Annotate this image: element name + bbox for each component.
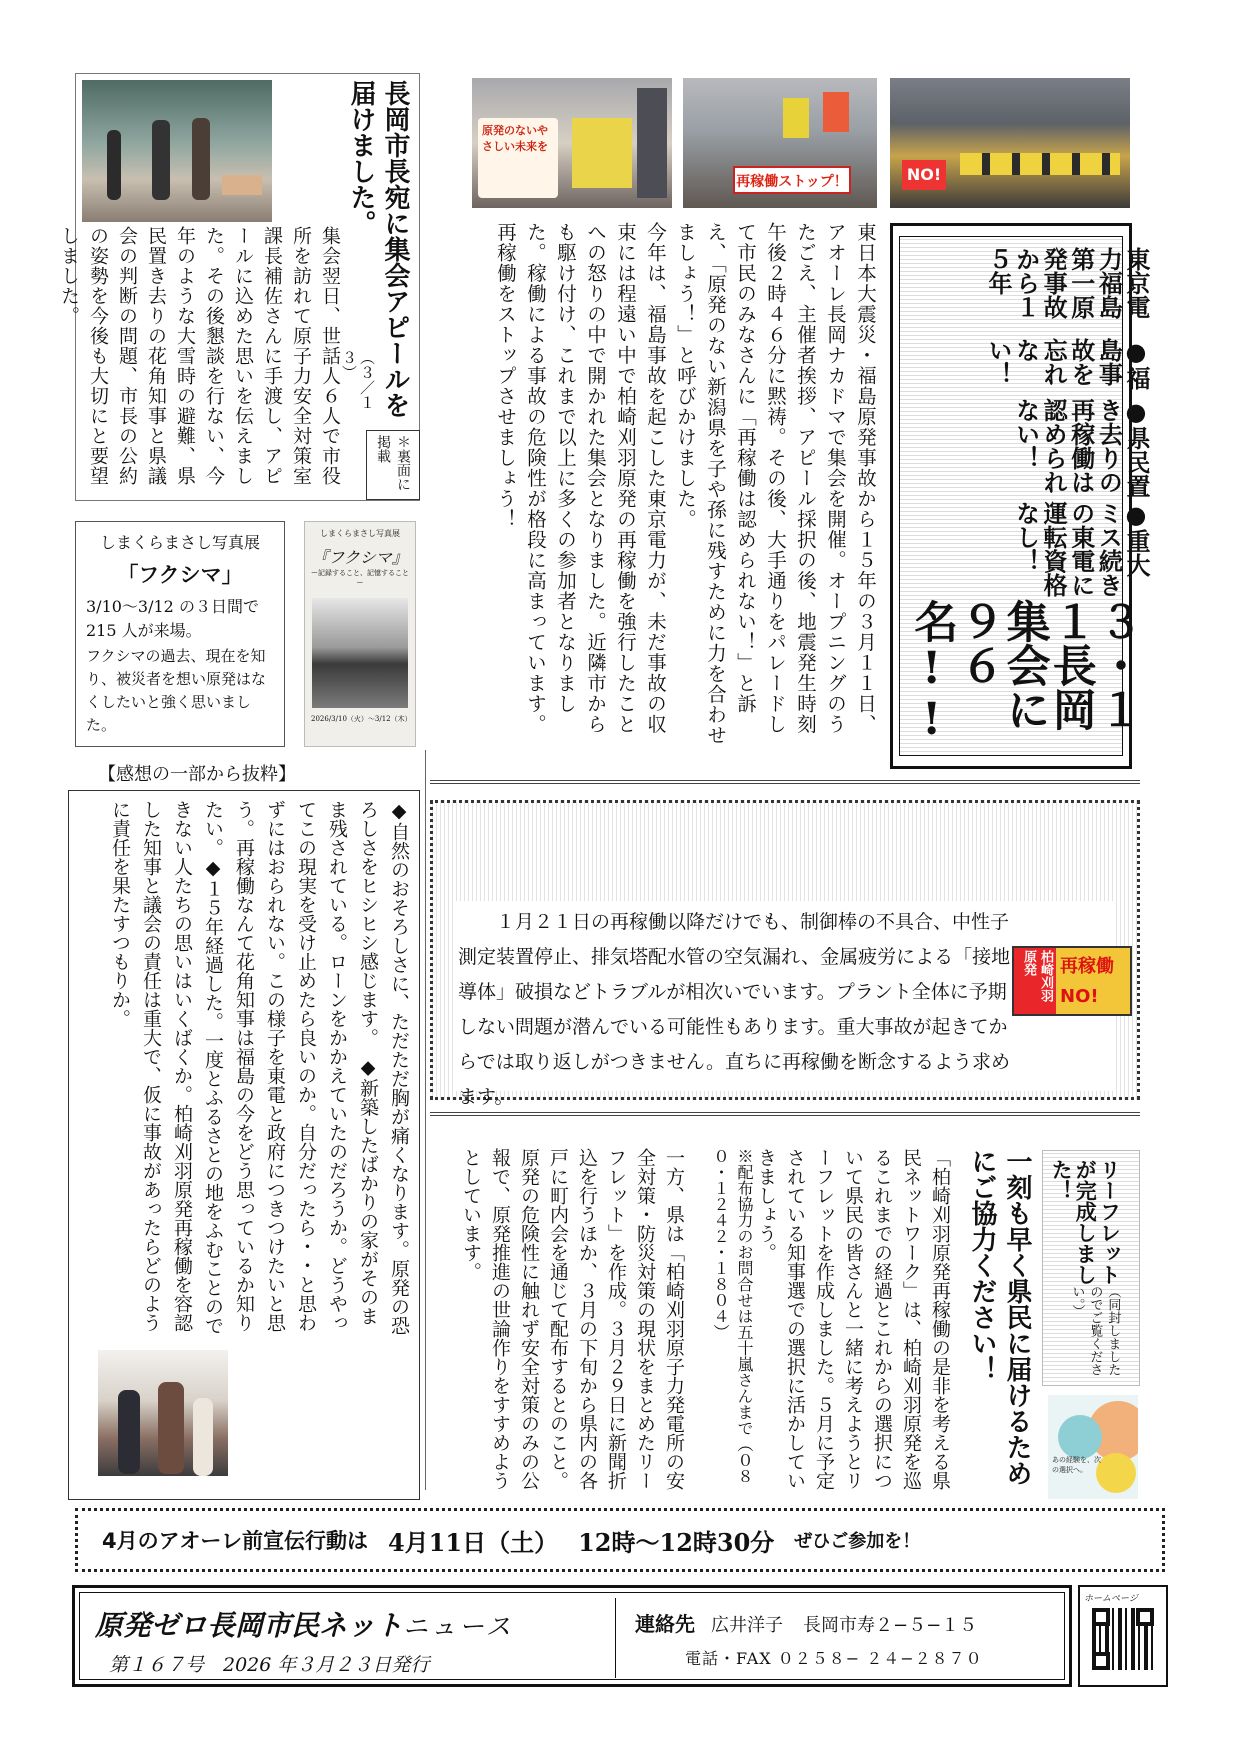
homepage-qr-box[interactable]: [1078, 1585, 1168, 1687]
leaflet-body2: 一方、県は「柏崎刈羽原子力発電所の安全対策・防災対策の現状をまとめたリーフレット」を作成。３月２９日に新聞折込を行うほか、３月の下旬から県内の各戸に町内会を通じて配布するとのこと。原発の危険性に触れず安全対策のみの公報で、原発推進の世論作りをすすめようとしています。: [460, 1148, 685, 1490]
main-article-para1-text: 東日本大震災・福島原発事故から１５年の３月１１日、アオーレ長岡ナカドマで集会を開催。オープニングのうたごえ、主催者挨拶、アピール採択の後、地震発生時刻午後２時４６分に黙祷。その後、大手通りをパレードして市民のみなさんに「再稼働は認められない！」と訴え、「原発のない新潟県を子や孫に残すために力を合わせましょう！」と呼びかけました。: [674, 222, 877, 746]
demo-sign-1: 原発のないやさしい未来を: [478, 118, 558, 198]
demo-photo-1: [472, 78, 672, 208]
leaflet-headline: 一刻も早く県民に届けるためにご協力ください！: [967, 1148, 1032, 1486]
trouble-body: １月２１日の再稼働以降だけでも、制御棒の不具合、中性子測定装置停止、排気塔配水管の空気漏れ、金属疲労による「接地導体」破損などトラブルが相次いでいます。プラント全体に予期しない問題が潜んでいる可能性もあります。重大事故が起きてからでは取り返しがつきません。直ちに再稼働を断念するよう求めます。: [458, 911, 1011, 1108]
rule-top: [430, 780, 1140, 784]
impressions-body: ◆自然のおそろしさに、ただただ胸が痛くなります。原発の恐ろしさをヒシヒシ感じます。 ◆新築したばかりの家がそのまま残されている。ローンをかかえていたのだろうか。どうやってこの現実を受け止めたら良いのか。自分だったら・・と思わずにはおられない。この様子を東電と政府につきつけたいと思う。再稼働なんて花角知事は福島の今をどう思っているか知りたい。◆１５年経過した。一度とふるさとの地をふむことのできない人たちの思いはいくばくか。柏崎刈羽原発再稼働を容認した知事と議会の責任は重大で、仮に事故があったらどのように責任を果たすつもりか。: [109, 800, 410, 1335]
demo-photo-2: [683, 78, 877, 208]
main-article-para1: [668, 222, 880, 752]
headline-line2: ●福島事故を忘れない！: [983, 338, 1150, 391]
footer-contact-name: 広井洋子: [711, 1615, 783, 1636]
trouble-sign-right: 再稼働NO!: [1060, 956, 1114, 1007]
footer-title-row: [95, 1604, 514, 1644]
leaflet-cover-text: あの経験を、次の選択へ。: [1052, 1456, 1101, 1474]
headline-line1: 東京電力福島第一原発事故から１５年: [983, 247, 1150, 319]
photo-exhibit-box: [75, 521, 285, 747]
impressions-header: 【感想の一部から抜粋】: [98, 764, 296, 785]
mayor-article-body: 集会翌日、世話人６人で市役所を訪れて原子力安全対策室課長補佐さんに手渡し、アピールに込めた思いを伝えました。その後懇談を行ない、今年のような大雪時の避難、県民置き去りの花角知事と県議会の判断の問題、市長の公約の姿勢を今後も大切にと要望しました。: [58, 226, 341, 486]
trouble-sign: [1012, 946, 1132, 1016]
event-banner: [75, 1508, 1165, 1572]
column-divider: [425, 750, 426, 1490]
headline-line3: ●県民置き去りの再稼働は認められない！: [1011, 398, 1150, 499]
event-time: 12時～12時30分: [578, 1527, 775, 1557]
footer-subtitle: ニュース: [403, 1612, 514, 1641]
leaflet-note: ※配布協力のお問合せは五十嵐さんまで（０８０・１２４２・１８０４）: [711, 1148, 754, 1484]
photo-exhibit-name: 「フクシマ」: [117, 562, 243, 587]
leaflet-box-title: リーフレットが完成しました！: [1049, 1159, 1122, 1285]
photo-exhibit-body2: フクシマの過去、現在を知り、被災者を想い原発はなくしたいと強く思いました。: [86, 647, 267, 734]
leaflet-box: [1042, 1150, 1140, 1386]
mayor-article-date: （３／１３）: [340, 350, 376, 410]
footer-address: 長岡市寿２−５−１５: [803, 1615, 978, 1636]
event-label: 4月のアオーレ前宣伝行動は: [102, 1529, 368, 1553]
leaflet-cover: [1048, 1395, 1138, 1499]
exhibit-poster: [304, 521, 416, 747]
leaflet-body1: 「柏崎刈羽原発再稼働の是非を考える県民ネットワーク」は、柏崎刈羽原発を巡るこれまでの経過とこれからの選択について県民の皆さんと一緒に考えようとリーフレットを作成しました。５月に予定されている知事選での選択に活かしていきましょう。: [755, 1148, 951, 1490]
event-invite: ぜひご参加を！: [794, 1531, 921, 1552]
trouble-sign-left: 柏崎刈羽原発: [1014, 948, 1056, 1014]
photo-exhibit-title: しまくらまさし写真展: [99, 533, 260, 552]
footer-title: 原発ゼロ長岡市民ネット: [95, 1609, 404, 1642]
photo-exhibit-body: 3/10～3/12 の３日間で 215 人が来場。: [86, 597, 259, 640]
mayor-article-note: ＊裏面に掲載: [366, 430, 420, 500]
footer-issue: 第１６７号 2026 年３月２３日発行: [109, 1654, 430, 1676]
event-date: 4月11日（土）: [387, 1527, 559, 1557]
headline-box: [890, 223, 1150, 769]
main-article-para2: [470, 222, 670, 752]
headline-main: ３・１１長岡集会に９６名!!: [906, 599, 1142, 745]
demo-photo-3: [890, 78, 1130, 208]
exhibit-poster-sub: しまくらまさし写真展: [320, 529, 400, 538]
leaflet-box-sub: （同封しましたのでご覧ください。）: [1069, 1285, 1121, 1377]
demo-sign-3: NO!: [902, 160, 946, 190]
footer-contact-row: [635, 1608, 977, 1637]
exhibit-poster-title: 『フクシマ』: [312, 548, 408, 567]
footer-contact-label: 連絡先: [635, 1612, 695, 1636]
exhibit-poster-date: 2026/3/10（火）〜3/12（木）: [311, 715, 412, 723]
demo-sign-2: 再稼働ストップ！: [733, 166, 851, 194]
homepage-label: ホームページ: [1084, 1594, 1138, 1604]
footer-masthead: [72, 1585, 1072, 1687]
exhibit-poster-tag: ー記録すること、記憶することー: [311, 569, 409, 587]
impressions-photo: [98, 1350, 228, 1476]
footer-phone: 電話・FAX ０２５８− ２４−２８７０: [685, 1649, 983, 1668]
exhibit-poster-image: [312, 598, 408, 708]
qr-code-icon[interactable]: [1092, 1608, 1154, 1670]
main-article-para2-text: 今年は、福島事故を起こした東京電力が、未だ事故の収束には程遠い中で柏崎刈羽原発の再稼働を強行したことへの怒りの中で開かれた集会となりました。近隣市からも駆け付け、これまで以上に多くの参加者となりました。稼働による事故の危険性が格段に高まっています。再稼働をストップさせましょう！: [494, 222, 667, 735]
rule-bottom: [430, 1112, 1140, 1116]
headline-line4: ●重大ミス続きの東電に運転資格なし！: [1011, 501, 1150, 598]
mayor-article-title: 長岡市長宛に集会アピールを届けました。: [346, 80, 410, 418]
mayor-meeting-photo: [82, 80, 272, 222]
